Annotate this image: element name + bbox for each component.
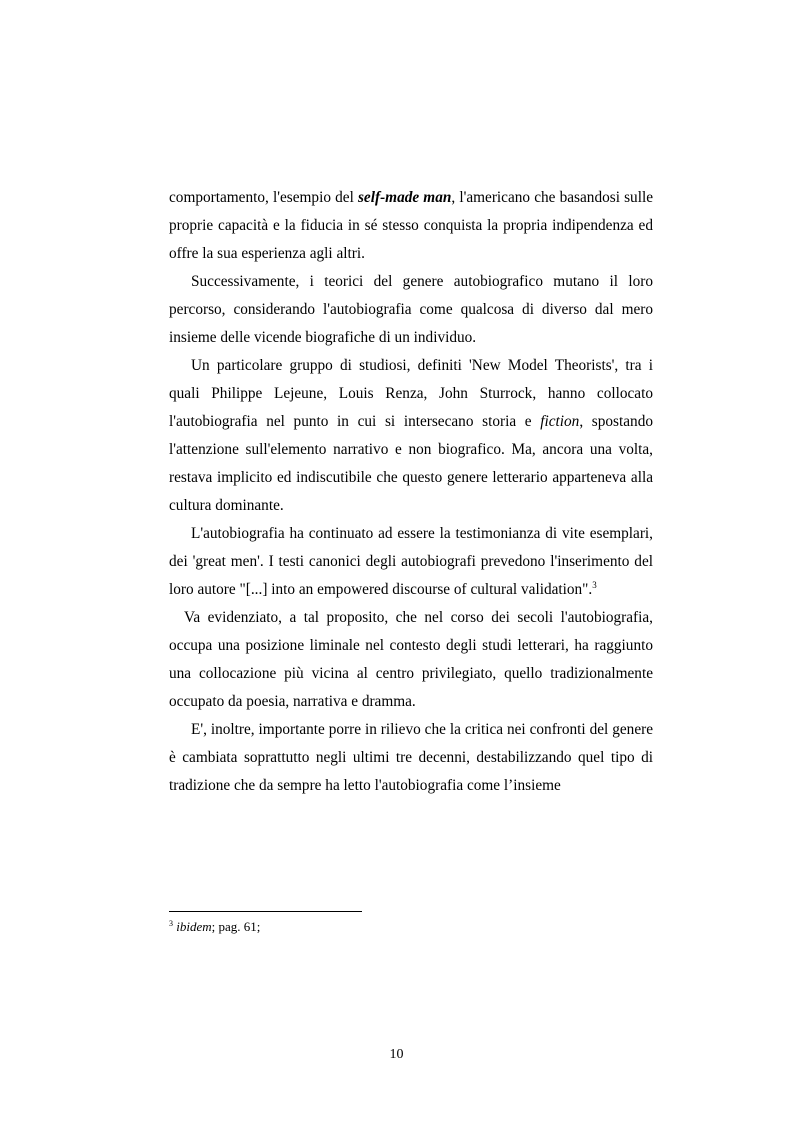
footnote-text: ; pag. 61; [211, 919, 261, 934]
paragraph-6: E', inoltre, importante porre in rilievo che la critica nei confronti del genere è cambiata soprattutto negli ultimi tre decenni, destabilizzando quel tipo di tradizione che da sempre ha letto l'autobiografia come l’insieme [169, 721, 653, 794]
paragraph-1: comportamento, l'esempio del self-made man, l'americano che basandosi sulle proprie capacità e la fiducia in sé stesso conquista la propria indipendenza ed offre la sua esperienza agli altri. [169, 189, 653, 262]
paragraph-4: L'autobiografia ha continuato ad essere la testimonianza di vite esemplari, dei 'great men'. I testi canonici degli autobiografi prevedono l'inserimento del loro autore "[...] into an empowered discourse of cultural validation".$^3$ [169, 525, 653, 598]
emphasis-fiction: fiction [540, 413, 580, 430]
page-number: 10 [389, 1047, 404, 1062]
paragraph-3: Un particolare gruppo di studiosi, definiti 'New Model Theorists', tra i quali Philippe Lejeune, Louis Renza, John Sturrock, hanno collocato l'autobiografia nel punto in cui si intersecano storia e fiction, spostando l'attenzione sull'elemento narrativo e non biografico. Ma, ancora una volta, restava implicito ed indiscutibile che questo genere letterario apparteneva alla cultura dominante. [169, 357, 653, 514]
paragraph-5: Va evidenziato, a tal proposito, che nel corso dei secoli l'autobiografia, occupa una posizione liminale nel contesto degli studi letterari, ha raggiunto una collocazione più vicina al centro privilegiato, quello tradizionalmente occupato da poesia, narrativa e dramma. [169, 609, 653, 710]
paragraph-2: Successivamente, i teorici del genere autobiografico mutano il loro percorso, considerando l'autobiografia come qualcosa di diverso dal mero insieme delle vicende biografiche di un individuo. [169, 273, 653, 346]
emphasis-self-made-man: self-made man [357, 189, 452, 206]
footnote-number: 3 [169, 919, 173, 928]
footnote [169, 918, 260, 936]
footnote-source: ibidem [176, 919, 212, 934]
footnote-separator [169, 911, 362, 912]
body-text [169, 184, 653, 800]
footnote-reference[interactable]: 3 [592, 580, 597, 590]
